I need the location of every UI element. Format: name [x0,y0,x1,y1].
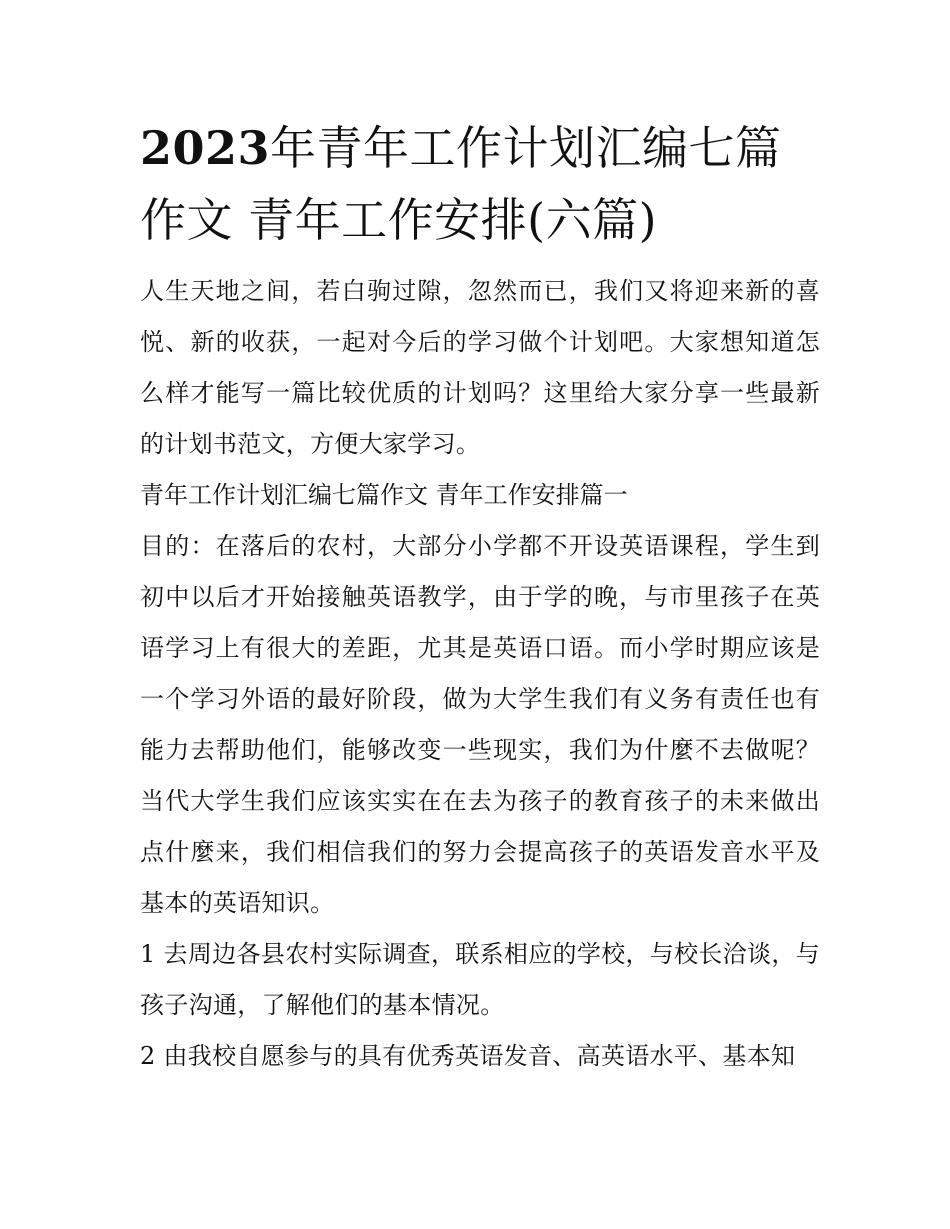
document-title [140,112,820,256]
purpose-paragraph: 目的：在落后的农村，大部分小学都不开设英语课程，学生到初中以后才开始接触英语教学，由于学的晚，与市里孩子在英语学习上有很大的差距，尤其是英语口语。而小学时期应该是一个学习外语的最好阶段，做为大学生我们有义务有责任也有能力去帮助他们，能够改变一些现实，我们为什麼不去做呢？当代大学生我们应该实实在在去为孩子的教育孩子的未来做出点什麼来，我们相信我们的努力会提高孩子的英语发音水平及基本的英语知识。 [140,532,820,917]
title-text: 年青年工作计划汇编七篇作文 青年工作安排(六篇) [140,121,782,247]
document-page [140,112,820,1082]
intro-paragraph: 人生天地之间，若白驹过隙，忽然而已，我们又将迎来新的喜悦、新的收获，一起对今后的学习做个计划吧。大家想知道怎么样才能写一篇比较优质的计划吗？这里给大家分享一些最新的计划书范文，方便大家学习。 [140,277,820,458]
list-item-1: 1 去周边各县农村实际调查，联系相应的学校，与校长洽谈，与孩子沟通，了解他们的基本情况。 [140,940,820,1019]
list-item-2: 2 由我校自愿参与的具有优秀英语发音、高英语水平、基本知 [140,1042,796,1070]
title-year: 2023 [140,121,271,175]
section-heading: 青年工作计划汇编七篇作文 青年工作安排篇一 [140,481,628,509]
